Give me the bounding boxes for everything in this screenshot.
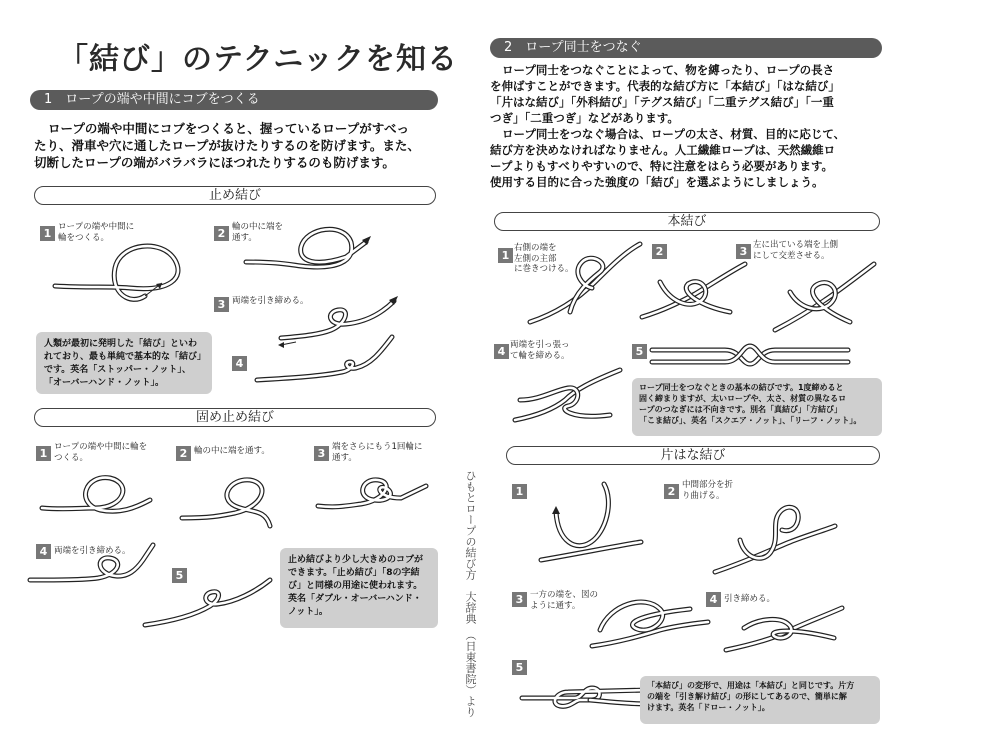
note-line: 英名「ダブル・オーバーハンド・ — [288, 594, 422, 604]
knot-illustration — [590, 584, 710, 654]
caption-line: 輪の中に端を — [232, 222, 284, 232]
knot-note — [36, 332, 212, 394]
note-line: 「本結び」の変形で、用途は「本結び」と同じです。片方 — [647, 681, 855, 690]
note-line: び」と同様の用途に使われます。 — [288, 581, 423, 591]
caption-line: 引き締める。 — [724, 594, 776, 604]
intro-line: ープよりもすべりやすいので、特に注意をはらう必要があります。 — [490, 159, 834, 173]
step-caption — [682, 480, 733, 501]
note-line: 人類が最初に発明した「結び」といわ — [44, 339, 198, 349]
step-caption — [332, 442, 422, 463]
caption-line: 通す。 — [232, 232, 257, 243]
step-number: 1 — [498, 248, 513, 263]
step-number: 5 — [512, 660, 527, 675]
step-caption — [753, 240, 838, 261]
note-line: ープのつなぎには不向きです。別名「真結び」「方結び」 — [639, 405, 842, 414]
note-line: れており、最も単純で基本的な「結び」 — [44, 352, 207, 362]
intro-line: つぎ」「二重つぎ」などがあります。 — [490, 111, 679, 125]
knot-illustration — [520, 680, 650, 710]
step-number: 2 — [664, 484, 679, 499]
caption-line: 両端を引き締める。 — [54, 546, 131, 556]
section-2-header: 2 ロープ同士をつなぐ — [490, 38, 882, 58]
caption-line: 両端を引き締める。 — [232, 296, 309, 306]
knot-note — [280, 548, 438, 628]
knot-illustration — [520, 242, 650, 327]
knot-title-kata-hana-musubi: 片はな結び — [506, 446, 880, 465]
knot-illustration — [650, 340, 850, 370]
step-number: 4 — [36, 544, 51, 559]
step-caption — [194, 446, 270, 457]
step-caption — [510, 340, 570, 361]
step-number: 1 — [512, 484, 527, 499]
page-title: 「結び」のテクニックを知る — [58, 42, 458, 77]
step-number: 3 — [314, 446, 329, 461]
step-number: 2 — [214, 226, 229, 241]
caption-line: 端をさらにもう1回輪に — [332, 442, 423, 452]
step-number: 1 — [40, 226, 55, 241]
knot-note — [640, 676, 880, 724]
intro-line: 使用する目的に合った強度の「結び」を選ぶようにしましょう。 — [490, 175, 824, 189]
note-line: けます。英名「ドロー・ノット」。 — [647, 703, 770, 712]
step-number: 4 — [706, 592, 721, 607]
knot-illustration — [510, 360, 630, 430]
caption-line: ロープの端や中間に輪を — [54, 442, 148, 452]
caption-line: 一方の端を、図の — [530, 590, 599, 600]
knot-illustration — [724, 598, 844, 658]
knot-illustration — [536, 482, 646, 567]
knot-illustration — [252, 332, 402, 387]
intro-line: ロープの端や中間にコブをつくると、握っているロープがすべっ — [48, 121, 410, 136]
knot-illustration — [770, 262, 880, 334]
knot-illustration — [316, 468, 431, 528]
caption-line: に巻きつける。 — [514, 264, 574, 274]
intro-line: 「片はな結び」「外科結び」「テグス結び」「二重テグス結び」「一重 — [490, 95, 834, 109]
right-page — [480, 0, 982, 754]
note-line: ノット」。 — [288, 607, 328, 617]
intro-line: たり、滑車や穴に通したロープが抜けたりするのを防げます。また、 — [34, 138, 420, 153]
note-line: 止め結びより少し大きめのコブが — [288, 555, 424, 565]
step-number: 2 — [652, 244, 667, 259]
step-number: 5 — [632, 344, 647, 359]
knot-illustration — [246, 222, 386, 282]
step-caption — [54, 442, 147, 463]
caption-line: 左側の主部 — [514, 253, 557, 264]
caption-line: 左に出ている端を上側 — [753, 240, 839, 250]
note-line: 「オーバーハンド・ノット」。 — [44, 378, 164, 388]
note-line: できます。「止め結び」「8の字結 — [288, 568, 420, 578]
caption-line: つくる。 — [54, 452, 89, 463]
intro-line: を伸ばすことができます。代表的な結び方に「本結び」「はな結び」 — [490, 79, 840, 93]
step-number: 4 — [232, 356, 247, 371]
caption-line: り曲げる。 — [682, 490, 725, 501]
section-1-intro — [34, 120, 450, 171]
step-number: 3 — [512, 592, 527, 607]
intro-line: ロープ同士をつなぐことによって、物を縛ったり、ロープの長さ — [502, 63, 835, 77]
note-line: 「こま結び」、英名「スクエア・ノット」、「リーフ・ノット」。 — [639, 416, 862, 425]
step-number: 3 — [736, 244, 751, 259]
note-line: ロープ同士をつなぐときの基本の結びです。1度締めると — [639, 383, 844, 392]
section-2-intro — [490, 62, 886, 190]
knot-illustration — [50, 238, 200, 318]
step-caption — [530, 590, 598, 611]
step-number: 2 — [176, 446, 191, 461]
knot-title-katame-tome-musubi: 固め止め結び — [34, 408, 436, 427]
knot-title-tome-musubi: 止め結び — [34, 186, 436, 205]
step-number: 5 — [172, 568, 187, 583]
caption-line: にして交差させる。 — [753, 250, 830, 261]
caption-line: 輪の中に端を通す。 — [194, 446, 270, 456]
caption-line: 両端を引っ張っ — [510, 340, 570, 350]
note-line: です。英名「ストッパー・ノット」、 — [44, 365, 191, 375]
book-source-credit: ひもとロープの結び方 大辞典 （日東書院）より — [464, 470, 477, 718]
knot-illustration — [710, 500, 840, 580]
caption-line: 輪をつくる。 — [58, 232, 110, 243]
knot-illustration — [640, 262, 750, 322]
caption-line: 右側の端を — [514, 243, 557, 253]
intro-line: 結び方を決めなければなりません。人工繊維ロープは、天然繊維ロ — [490, 143, 836, 157]
caption-line: て輪を締める。 — [510, 350, 570, 361]
intro-line: ロープ同士をつなぐ場合は、ロープの太さ、材質、目的に応じて、 — [502, 127, 846, 141]
note-line: 固く締まりますが、太いロープや、太さ、材質の異なるロ — [639, 394, 847, 403]
intro-line: 切断したロープの端がバラバラにほつれたりするのも防げます。 — [34, 155, 395, 170]
section-1-header: 1 ロープの端や中間にコブをつくる — [30, 90, 438, 110]
knot-note — [632, 378, 882, 436]
step-number: 3 — [214, 297, 229, 312]
note-line: の端を「引き解け結び」の形にしてあるので、簡単に解 — [647, 692, 847, 701]
caption-line: 中間部分を折 — [682, 480, 734, 490]
step-number: 1 — [36, 446, 51, 461]
caption-line: ように通す。 — [530, 600, 581, 611]
left-page — [0, 0, 458, 754]
knot-illustration — [40, 468, 160, 528]
knot-illustration — [180, 468, 290, 533]
step-number: 4 — [494, 344, 509, 359]
knot-illustration — [140, 570, 280, 630]
caption-line: 通す。 — [332, 452, 357, 463]
knot-title-hon-musubi: 本結び — [494, 212, 880, 231]
caption-line: ロープの端や中間に — [58, 222, 135, 232]
